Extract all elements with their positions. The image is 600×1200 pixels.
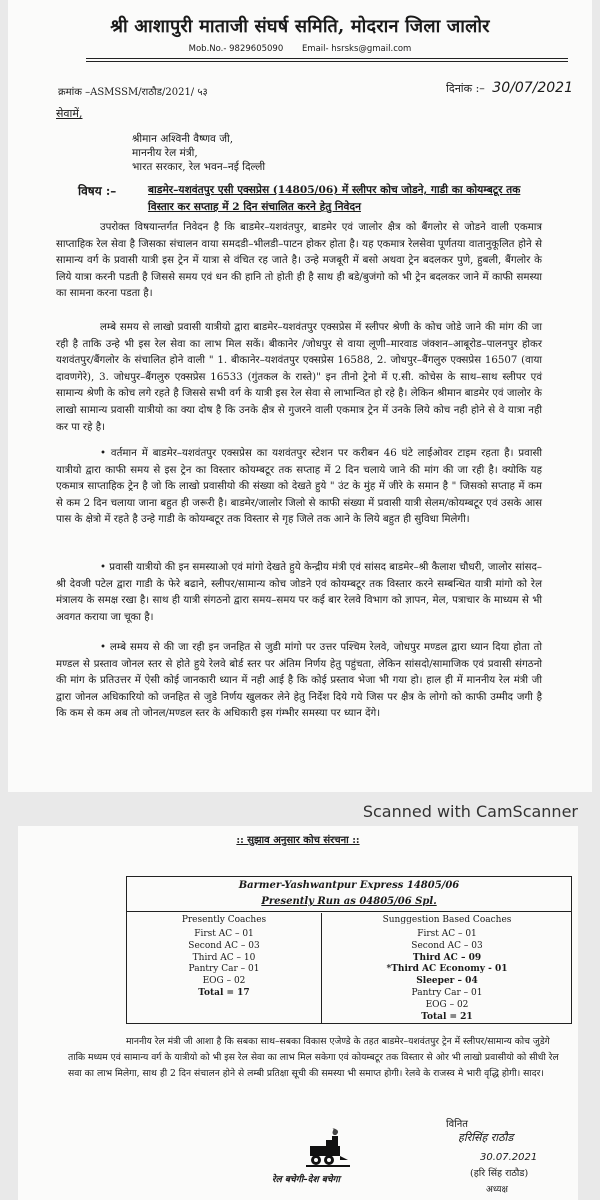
address-line: भारत सरकार, रेल भवन–नई दिल्ली xyxy=(132,161,266,173)
body-paragraph: • लम्बे समय से की जा रही इन जनहित से जुडी मांगो पर उत्तर पश्चिम रेलवे, जोधपुर मण्डल द्वारा ध्यान दिया होता तो मण्डल से प्रस्ताव जोनल स्तर से होते हुये रेलवे बोर्ड स्तर पर अंतिम निर्णय हेतु पहुंचता, लेकिन सांसदो/सामाजिक एवं प्रवासी संगठनो की मांग के प्रतिउत्तर में ऐसी कोई जानकारी ध्यान में नही आई है कि कोई प्रस्ताव भेजा भी गया हो। हाल ही में माननीय रेल मंत्री जी द्वारा जोनल अधिकारियो को जनहित से जुडे निर्णय खुलकर लेने हेतु निर्देश दिये गये जिस पर क्षैत्र के लोगो को काफी उम्मीद जगी है कि कम से कम अब तो जोनल/मण्डल स्तर के अधिकारी इस गंम्भीर समस्या पर ध्यान देंगे। xyxy=(56,642,542,720)
list-item: Third AC – 10 xyxy=(192,952,256,963)
email-address: Email- hsrsks@gmail.com xyxy=(301,44,412,54)
salutation: सेवामें, xyxy=(56,107,83,120)
header-rule-bottom xyxy=(86,61,568,62)
reference-number: क्रमांक –ASMSSM/राठौड/2021/ ५३ xyxy=(58,87,208,98)
steam-train-icon xyxy=(304,1128,352,1170)
list-item: *Third AC Economy - 01 xyxy=(386,964,508,975)
list-item: Pantry Car – 01 xyxy=(411,987,483,998)
present-coaches-column xyxy=(127,913,322,1023)
list-item: EOG – 02 xyxy=(425,999,469,1010)
closing-word: विनित xyxy=(446,1119,468,1130)
column-header: Sunggestion Based Coaches xyxy=(382,915,512,925)
coach-structure-title: :: सुझाव अनुसार कोच संरचना :: xyxy=(236,835,360,846)
signer-role: अध्यक्ष xyxy=(486,1185,508,1195)
signer-name: (हरि सिंह राठौड) xyxy=(470,1168,529,1179)
address-line: श्रीमान अश्विनी वैष्णव जी, xyxy=(132,133,234,145)
coach-table xyxy=(126,876,572,1024)
letter-page-2 xyxy=(18,826,578,1200)
handwritten-signature: हरिसिंह राठौड xyxy=(458,1131,514,1144)
suggested-coaches-column xyxy=(323,913,571,1023)
list-item: Pantry Car – 01 xyxy=(188,964,260,975)
list-item: Second AC – 03 xyxy=(188,940,260,951)
railway-slogan: रेल बचेगी–देश बचेगा xyxy=(272,1175,340,1185)
subject-label: विषय :– xyxy=(78,184,117,198)
list-item: Sleeper – 04 xyxy=(416,976,478,987)
table-header xyxy=(127,877,571,912)
signature-date: 30.07.2021 xyxy=(480,1152,538,1163)
list-item: First AC – 01 xyxy=(194,929,254,939)
list-item: EOG – 02 xyxy=(202,976,246,987)
column-header: Presently Coaches xyxy=(181,915,267,925)
body-paragraph: • प्रवासी यात्रीयो की इन समस्याओ एवं मांगो देखते हुये केन्द्रीय मंत्री एवं सांसद बाडमेर–श्री कैलाश चौधरी, जालोर सांसद– श्री देवजी पटेल द्वारा गाडी के फेरे बढाने, स्लीपर/सामान्य कोच जोडने एवं कोयम्बटूर तक विस्तार करने सम्बन्धित यात्री मांगो को रेल मंत्रालय के समक्ष रखा है। साथ ही यात्री संगठनो द्वारा समय–समय पर कई बार रेलवे विभाग को ज्ञापन, मेल, पत्राचार के माध्यम से भी अवगत कराया जा चूका है। xyxy=(56,562,542,623)
date-label: दिनांक :– xyxy=(446,82,485,95)
list-item: Third AC – 09 xyxy=(412,952,482,963)
address-line: माननीय रेल मंत्री, xyxy=(132,147,198,159)
letter-date xyxy=(446,80,573,96)
body-paragraph: लम्बे समय से लाखो प्रवासी यात्रीयो द्वारा बाडमेर–यशवंतपुर एक्सप्रेस में स्लीपर श्रेणी के कोच जोडे जाने की मांग की जा रही है ताकि उन्हे भी इस रेल सेवा का लाभ मिल सकें। बीकानेर /जोधपुर से वाया लूणी–मारवाड जंक्शन–आबूरोड–पालनपुर होकर यशवंतपुर/बैंगलोर के संचालित होने वाली " 1. बीकानेर–यशवंतपुर एक्सप्रेस 16588, 2. जोधपुर–बैंगलुरु एक्सप्रेस 16507 (वाया दावणगेरे), 3. जोधपुर–बैंगलुरु एक्सप्रेस 16533 (गुंतकल के रास्ते)" इन तीनो ट्रेनो में ए.सी. कोचेस के साथ–साथ स्लीपर एवं सामान्य श्रेणी के कोच लगे रहते है जिससे सभी वर्ग के यात्री इस रेल सेवा से लाभान्वित हो रहे है। लेकिन श्रीमान बाडमेर एवं जालोर के लाखो सामान्य प्रवासी यात्रीयो का क्या दोष है कि उनके क्षैत्र से गुजरने वाली एकमात्र ट्रेन में उनके लिये कोच नही होने से वे यात्रा नही कर पा रहे है। xyxy=(56,322,542,433)
header-rule-top xyxy=(86,58,568,59)
date-value: 30/07/2021 xyxy=(492,80,573,96)
column-total: Total = 21 xyxy=(421,1011,473,1022)
contact-line xyxy=(8,44,592,54)
train-name: Barmer-Yashwantpur Express 14805/06 xyxy=(238,880,460,891)
mobile-number: Mob.No.- 9829605090 xyxy=(188,44,284,54)
presently-run-note: Presently Run as 04805/06 Spl. xyxy=(261,896,437,907)
list-item: Second AC – 03 xyxy=(411,940,483,951)
body-paragraph: • वर्तमान में बाडमेर–यशवंतपुर एक्सप्रेस का यशवंतपुर स्टेशन पर करीबन 46 घंटे लाईओवर टाइम रहता है। प्रवासी यात्रीयो द्वारा काफी समय से इस ट्रेन का विस्तार कोयम्बटूर तक सप्ताह में 2 दिन चलाये जाने की मांग की जा रही है। क्योकि यह एकमात्र साप्ताहिक ट्रेन है जो कि लाखो प्रवासीयो की संख्या को देखते हुये " उंट के मुंह में जीरे के समान है " जिसको सप्ताह में कम से कम 2 दिन चलाया जाना बहुत ही जरूरी है। बाडमेर/जालोर जिलो से काफी संख्या में प्रवासी यात्री सेलम/कोयम्बटूर एवं उसके आस पास के क्षेत्रो में रहते है उन्हे गाडी के कोयम्बटूर तक विस्तार से गृह जिले तक आने के लिये बहुत ही सुविधा मिलेगी। xyxy=(56,448,542,526)
closing-paragraph: माननीय रेल मंत्री जी आशा है कि सबका साथ–सबका विकास एजेण्डे के तहत बाडमेर–यशवंतपुर ट्रेन में स्लीपर/सामान्य कोच जुडेगे ताकि मध्यम एवं सामान्य वर्ग के यात्रीयो को भी इस रेल सेवा का लाभ मिल सकेगा एवं कोयम्बटूर तक विस्तार से ओर भी लाखो प्रवासीयो को सीधी रेल सवा का लाभ मिलेगा, साथ ही 2 दिन संचालन होने से लम्बी प्रतिक्षा सूची की समस्या भी समाप्त होगी। रेलवे के राजस्व मे भारी वृद्धि होगी। सादर। xyxy=(68,1036,559,1079)
body-paragraph: उपरोक्त विषयान्तर्गत निवेदन है कि बाडमेर–यशवंतपुर, बाडमेर एवं जालोर क्षैत्र को बैंगलोर से जोडने वाली एकमात्र साप्ताहिक रेल सेवा है जिसका संचालन वाया समदडी–भीलडी–पाटन होकर होता है। यह एकमात्र रेलसेवा पूर्णतया वातानुकूलित होने से सामान्य वर्ग के प्रवासी यात्री इस ट्रेन में यात्रा से वंचित रह जाते है। उन्हे मजबूरी में बसो अथवा ट्रेन बदलकर पुणे, हुबली, बैंगलोर के लिये यात्रा करनी पडती है जिससे समय एवं धन की हानि तो होती ही है साथ ही बडे/बुजंगो को भी ट्रेन बदलकर जाने में काफी समस्या का सामना करना पडता है। xyxy=(56,222,542,300)
scanner-watermark: Scanned with CamScanner xyxy=(0,792,600,832)
list-item: First AC – 01 xyxy=(417,929,477,939)
column-total: Total = 17 xyxy=(198,987,250,998)
organization-title: श्री आशापुरी माताजी संघर्ष समिति, मोदरान जिला जालोर xyxy=(110,16,490,37)
subject-text: बाडमेर–यशवंतपुर एसी एक्सप्रेस (14805/06) में स्लीपर कोच जोडने, गाडी का कोयम्बटूर तक विस्तार कर सप्ताह में 2 दिन संचालित करने हेतु निवेदन xyxy=(148,184,521,213)
letter-page-1 xyxy=(8,0,592,792)
